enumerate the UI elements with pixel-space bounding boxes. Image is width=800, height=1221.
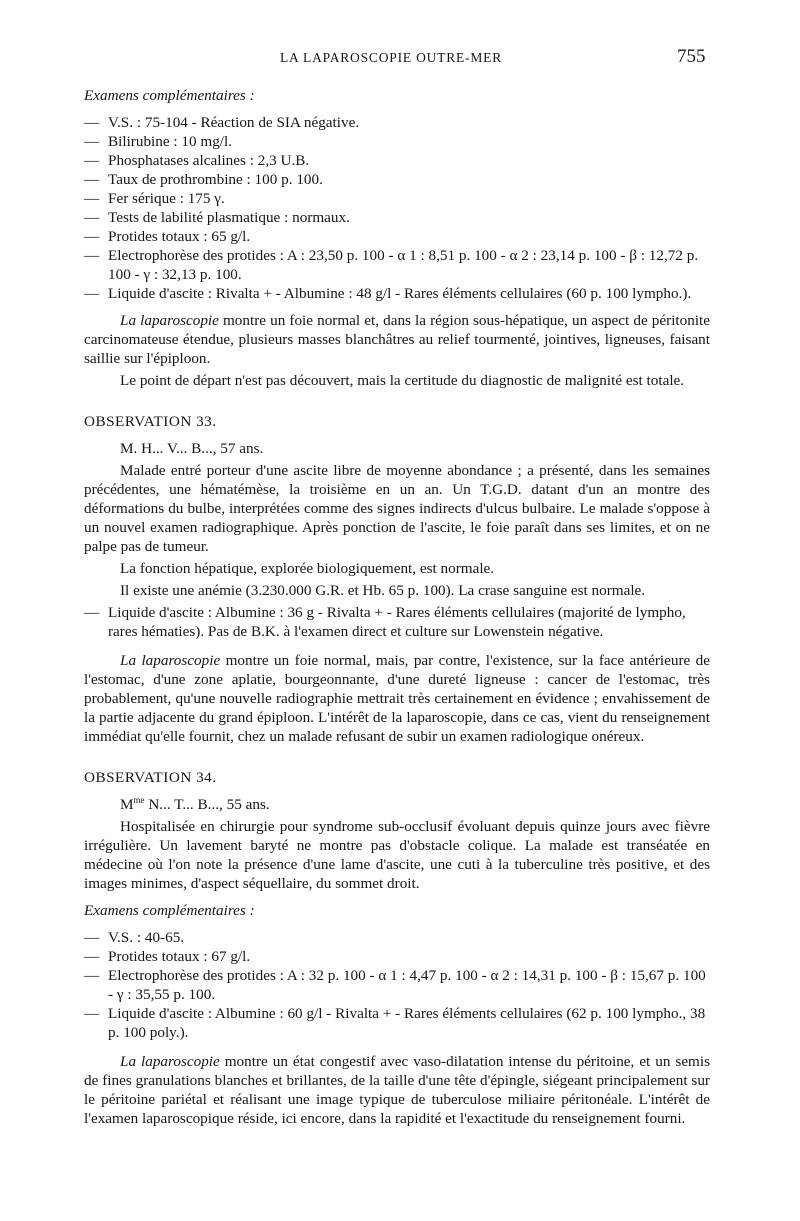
list-item: — Protides totaux : 67 g/l. [84,948,251,965]
dash-mark: — [84,190,100,207]
observation-34-patient: $M^{me}$ N... T... B..., 55 ans. [120,794,270,813]
laparoscopy-paragraph-2: La laparoscopie montre un foie normal, mais, par contre, l'existence, sur la face antérieure de l'estomac, d'une zone aplatie, bourgeonnante, d'une dureté ligneuse : cancer de l'estomac, très probablement, qu'une nouvelle radiographie mettrait très certainement en évidence ; envahissement de la partie adjacente du grand épiploon. L'intérêt de la laparoscopie, dans ce cas, vient du renseignement immédiat qu'elle fournit, chez un malade refusant de subir un examen radiologique onéreux. [84,652,710,745]
observation-34-history: Hospitalisée en chirurgie pour syndrome sub-occlusif évoluant depuis quinze jours avec fièvre irrégulière. Un lavement baryté ne montre pas d'obstacle colique. La malade est transéatée en médecine où l'on note la présence d'une lame d'ascite, une cuti à la tuberculine très positive, et des images minimes, d'aspect séquellaire, du sommet droit. [84,818,710,892]
conclusion-paragraph-1: Le point de départ n'est pas découvert, mais la certitude du diagnostic de malignité est totale. [120,372,685,389]
dash-mark: — [84,948,100,965]
list-item: — Liquide d'ascite : Albumine : 60 g/l - Rivalta + - Rares éléments cellulaires (62 p. 100 lympho., 38 p. 100 poly.). [84,1005,706,1041]
list-item: — V.S. : 75-104 - Réaction de SIA négative. [84,114,360,131]
laparoscopy-paragraph-3: La laparoscopie montre un état congestif avec vaso-dilatation intense du péritoine, et un semis de fines granulations blanches et brillantes, de la taille d'une tête d'épingle, siégeant principalement sur le péritoine pariétal et réalisant une image typique de tuberculose miliaire péritonéale. L'intérêt de l'examen laparoscopique réside, ici encore, dans la rapidité et l'exactitude du renseignement fourni. [84,1053,711,1127]
dash-mark: — [84,133,100,150]
dash-mark: — [84,171,100,188]
exam-list-1 [84,113,710,303]
body-text [84,86,710,1128]
list-item: — Phosphatases alcalines : 2,3 U.B. [84,152,310,169]
laparoscopy-paragraph-1: La laparoscopie montre un foie normal et, dans la région sous-hépatique, un aspect de péritonite carcinomateuse étendue, plusieurs masses blanchâtres au relief tourmenté, jointives, ligneuses, faisant saillie sur l'épiploon. [84,312,711,367]
page-number: 755 [677,46,706,67]
list-item: — Taux de prothrombine : 100 p. 100. [84,171,323,188]
list-item: — Tests de labilité plasmatique : normaux. [84,209,350,226]
list-item: — Bilirubine : 10 mg/l. [84,133,233,150]
observation-33-patient: M. H... V... B..., 57 ans. [120,440,264,457]
exam-heading-2: Examens complémentaires : [84,902,255,919]
dash-mark: — [84,285,100,302]
dash-mark: — [84,247,100,264]
dash-mark: — [84,1005,100,1022]
dash-mark: — [84,152,100,169]
list-item: — Liquide d'ascite : Rivalta + - Albumine : 48 g/l - Rares éléments cellulaires (60 p. 100 lympho.). [84,285,692,302]
dash-mark: — [84,967,100,984]
observation-34-title: OBSERVATION 34. [84,769,217,786]
dash-mark: — [84,209,100,226]
dash-mark: — [84,604,100,621]
running-title: LA LAPAROSCOPIE OUTRE-MER [280,50,503,65]
dash-mark: — [84,929,100,946]
list-item: — Liquide d'ascite : Albumine : 36 g - Rivalta + - Rares éléments cellulaires (majorité de lympho, rares hématies). Pas de B.K. à l'examen direct et culture sur Lowenstein négative. [84,604,686,640]
list-item: — Protides totaux : 65 g/l. [84,228,251,245]
observation-33-liver-function: La fonction hépatique, explorée biologiquement, est normale. [120,560,495,577]
observation-33-title: OBSERVATION 33. [84,413,217,430]
observation-33-history: Malade entré porteur d'une ascite libre de moyenne abondance ; a présenté, dans les semaines précédentes, une hématémèse, la troisième en un an. Un T.G.D. datant d'un an montre des déformations du bulbe, interprétées comme des signes indirects d'ulcus bulbaire. Le malade s'oppose à un nouvel examen radiographique. Après ponction de l'ascite, le foie paraît dans ses limites, et on ne palpe pas de tumeur. [84,462,710,555]
dash-mark: — [84,228,100,245]
list-item: — Electrophorèse des protides : A : 23,50 p. 100 - α 1 : 8,51 p. 100 - α 2 : 23,14 p. 100 - β : 12,72 p. 100 - γ : 32,13 p. 100. [84,247,699,283]
list-item: — Fer sérique : 175 γ. [84,190,225,207]
list-item: — Electrophorèse des protides : A : 32 p. 100 - α 1 : 4,47 p. 100 - α 2 : 14,31 p. 100 - β : 15,67 p. 100 - γ : 35,55 p. 100. [84,967,706,1003]
observation-33-anemia: Il existe une anémie (3.230.000 G.R. et Hb. 65 p. 100). La crase sanguine est normale. [120,582,646,599]
dash-mark: — [84,114,100,131]
exam-heading-1: Examens complémentaires : [84,87,255,104]
list-item: — V.S. : 40-65. [84,929,185,946]
exam-list-2 [84,928,710,1042]
